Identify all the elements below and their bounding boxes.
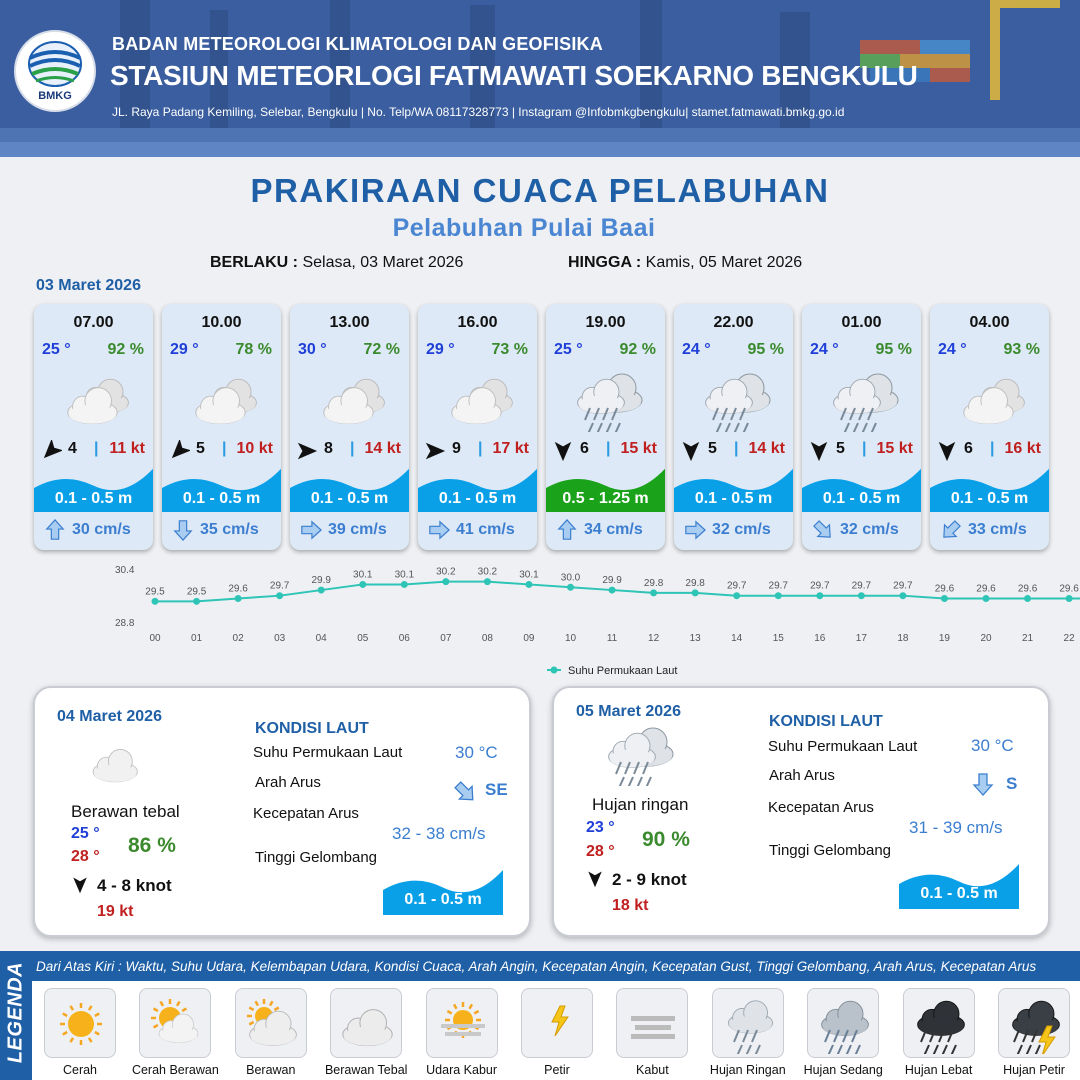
wave-height-value: 0.1 - 0.5 m (404, 891, 482, 908)
petir-icon (528, 994, 588, 1054)
sst-data-label: 29.9 (311, 575, 331, 587)
humidity: 72 % (363, 341, 400, 358)
sst-data-label: 30.1 (519, 569, 539, 581)
sst-value: 30 °C (971, 736, 1014, 755)
separator: | (94, 440, 99, 457)
logo-text: BMKG (38, 90, 72, 102)
header-banner (0, 0, 1080, 157)
x-tick-label: 21 (1021, 633, 1034, 644)
x-tick-label: 08 (481, 633, 493, 644)
sst-label: Suhu Permukaan Laut (768, 738, 918, 755)
gust-speed: 11 kt (109, 440, 145, 457)
x-tick-label: 05 (357, 633, 369, 644)
wind-speed: 6 (580, 440, 589, 457)
y-tick-label: 28.8 (115, 618, 135, 629)
air-temperature: 29 ° (170, 341, 199, 358)
legend-item-hujan-lebat (903, 988, 975, 1058)
legend-label: Berawan (246, 1063, 296, 1077)
current-speed: 35 cm/s (200, 521, 259, 538)
wind-direction-icon (552, 440, 574, 462)
x-tick-label: 10 (564, 633, 577, 644)
x-tick-label: 20 (980, 633, 992, 644)
sst-data-label: 29.7 (726, 580, 747, 592)
forecast-time: 22.00 (713, 314, 754, 331)
wave-height: 0.1 - 0.5 m (182, 490, 261, 507)
gust-speed: 15 kt (620, 440, 657, 457)
legend-label: Cerah Berawan (131, 1063, 219, 1077)
sst-line-chart (110, 560, 1080, 685)
udara-kabur-icon (433, 994, 493, 1054)
separator: | (222, 440, 227, 457)
temp-max: 28 ° (71, 848, 100, 865)
air-temperature: 30 ° (298, 341, 327, 358)
sst-data-label: 30.1 (353, 569, 373, 581)
valid-from (210, 254, 463, 272)
current-direction-icon (971, 772, 995, 796)
wind-direction-icon (808, 440, 830, 462)
legend-item-cerah-berawan (139, 988, 211, 1058)
wind-direction-icon (296, 440, 318, 462)
sst-point (1024, 595, 1031, 602)
sea-condition-heading: KONDISI LAUT (255, 720, 369, 737)
sst-data-label: 29.9 (602, 575, 622, 587)
wave-height: 0.5 - 1.25 m (562, 490, 649, 507)
humidity: 78 % (235, 341, 272, 358)
current-direction-icon (940, 519, 962, 541)
weather-condition: Berawan tebal (71, 802, 180, 821)
legend-item-berawan-tebal (330, 988, 402, 1058)
legend-description: Dari Atas Kiri : Waktu, Suhu Udara, Kelembapan Udara, Kondisi Cuaca, Arah Angin, Kecepatan Angin, Kecepatan Gust, Tinggi Gelombang, Arah Arus, Kecepatan Arus (32, 951, 1080, 981)
legend-label: Hujan Sedang (803, 1063, 883, 1077)
current-speed: 34 cm/s (584, 521, 643, 538)
sst-data-label: 29.6 (1017, 583, 1038, 595)
gust-speed: 16 kt (1004, 440, 1041, 457)
hourly-card (546, 304, 665, 550)
current-direction-value: S (1006, 774, 1018, 793)
x-tick-label: 04 (315, 633, 327, 644)
wave-height: 0.1 - 0.5 m (694, 490, 773, 507)
hourly-card (418, 304, 537, 550)
sst-point (899, 592, 906, 599)
sst-point (276, 592, 283, 599)
wind-direction-icon (936, 440, 958, 462)
berawan-tebal-icon (952, 366, 1032, 432)
sst-data-label: 29.7 (768, 580, 788, 592)
current-direction-label: Arah Arus (255, 774, 321, 791)
gust-speed: 15 kt (876, 440, 913, 457)
sst-point (733, 592, 740, 599)
wind-speed: 5 (708, 440, 717, 457)
forecast-time: 04.00 (969, 314, 1010, 331)
hujan-sedang-icon (814, 994, 874, 1054)
current-direction-icon (44, 519, 66, 541)
sst-data-label: 29.8 (685, 577, 705, 589)
sst-data-label: 29.7 (269, 580, 290, 592)
current-speed: 33 cm/s (968, 521, 1027, 538)
x-tick-label: 14 (731, 633, 743, 644)
current-direction-icon (428, 519, 450, 541)
humidity: 73 % (491, 341, 528, 358)
hujan-ringan-icon (696, 366, 776, 432)
legend-item-petir (521, 988, 593, 1058)
wave-height: 0.1 - 0.5 m (950, 490, 1029, 507)
humidity: 86 % (128, 834, 176, 857)
temp-min: 23 ° (586, 819, 615, 836)
current-speed-value: 32 - 38 cm/s (392, 824, 486, 843)
wave-height: 0.1 - 0.5 m (54, 490, 133, 507)
sst-point (983, 595, 990, 602)
wave-height-label: Tinggi Gelombang (255, 849, 378, 866)
hujan-ringan-icon (824, 366, 904, 432)
air-temperature: 24 ° (810, 341, 839, 358)
gust-speed: 10 kt (236, 440, 273, 457)
page-title: PRAKIRAAN CUACA PELABUHAN (250, 172, 830, 209)
current-speed: 30 cm/s (72, 521, 131, 538)
x-tick-label: 12 (648, 633, 660, 644)
air-temperature: 24 ° (682, 341, 711, 358)
valid-to-value: Kamis, 05 Maret 2026 (645, 254, 803, 271)
wind-speed: 5 (836, 440, 845, 457)
panel-date: 05 Maret 2026 (576, 703, 681, 720)
sst-point (525, 581, 532, 588)
legend-title: LEGENDA (4, 961, 27, 1064)
hourly-card (34, 304, 153, 550)
legend-series-name: Suhu Permukaan Laut (568, 665, 678, 677)
contact-info: JL. Raya Padang Kemiling, Selebar, Bengkulu | No. Telp/WA 08117328773 | Instagram @Infobmkgbengkulu| stamet.fatmawati.bmkg.go.id (112, 105, 845, 119)
wind-direction-icon (680, 440, 702, 462)
forecast-time: 13.00 (329, 314, 370, 331)
current-direction-icon (453, 780, 477, 804)
temp-max: 28 ° (586, 843, 615, 860)
x-tick-label: 16 (814, 633, 826, 644)
sst-point (1066, 595, 1073, 602)
weather-condition: Hujan ringan (592, 795, 689, 814)
forecast-time: 07.00 (73, 314, 114, 331)
day-panel-05-maret (552, 686, 1050, 937)
sst-data-label: 29.7 (851, 580, 872, 592)
hujan-ringan-icon (719, 994, 779, 1054)
legend-item-kabut (616, 988, 688, 1058)
x-tick-label: 06 (398, 633, 410, 644)
hujan-ringan-icon (568, 366, 648, 432)
valid-to (568, 254, 802, 272)
separator: | (350, 440, 355, 457)
temp-min: 25 ° (71, 825, 100, 842)
hujan-ringan-icon (599, 720, 679, 786)
sst-data-label: 29.7 (810, 580, 830, 592)
berawan-tebal-icon (56, 366, 136, 432)
separator: | (990, 440, 995, 457)
kabut-icon (623, 994, 683, 1054)
sst-point (858, 592, 865, 599)
wind-direction-icon (71, 876, 89, 894)
sst-point (359, 581, 366, 588)
current-direction-value: SE (485, 780, 508, 799)
cerah-berawan-icon (146, 994, 206, 1054)
sst-point (650, 589, 657, 596)
x-tick-label: 00 (149, 633, 161, 644)
legend-label: Kabut (636, 1063, 669, 1077)
humidity: 92 % (619, 341, 656, 358)
x-tick-label: 11 (606, 633, 618, 644)
sst-point (816, 592, 823, 599)
humidity: 90 % (642, 828, 690, 851)
valid-from-label: BERLAKU : (210, 254, 298, 271)
sst-data-label: 29.5 (186, 586, 207, 598)
sst-data-label: 30.1 (394, 569, 415, 581)
sst-point (609, 587, 616, 594)
gust-speed: 19 kt (97, 903, 134, 920)
legend-label: Hujan Ringan (709, 1063, 786, 1077)
current-direction-icon (812, 519, 834, 541)
forecast-time: 19.00 (585, 314, 626, 331)
bmkg-logo (14, 30, 96, 112)
legend-label: Cerah (62, 1063, 98, 1077)
wind-direction-icon (168, 440, 190, 462)
air-temperature: 25 ° (42, 341, 71, 358)
wave-height-label: Tinggi Gelombang (769, 842, 892, 859)
sst-data-label: 29.6 (934, 583, 955, 595)
sst-point (692, 589, 699, 596)
valid-to-label: HINGGA : (568, 254, 642, 271)
sst-data-label: 30.2 (477, 566, 498, 578)
humidity: 93 % (1003, 341, 1040, 358)
sst-data-label: 29.7 (893, 580, 913, 592)
hourly-card (802, 304, 921, 550)
separator: | (478, 440, 483, 457)
sst-data-label: 29.6 (228, 583, 248, 595)
separator: | (862, 440, 867, 457)
legend-label: Petir (544, 1063, 570, 1077)
sst-point (567, 584, 574, 591)
sst-data-label: 30.0 (560, 572, 581, 584)
sst-data-label: 29.8 (643, 577, 664, 589)
hourly-card (290, 304, 409, 550)
legend-label: Hujan Petir (1003, 1063, 1065, 1077)
wind-speed-range: 4 - 8 knot (97, 876, 172, 895)
wave-height: 0.1 - 0.5 m (310, 490, 389, 507)
x-tick-label: 19 (938, 633, 951, 644)
wind-speed: 9 (452, 440, 461, 457)
sea-condition-heading: KONDISI LAUT (769, 713, 883, 730)
forecast-time: 10.00 (201, 314, 242, 331)
legend-item-hujan-ringan (712, 988, 784, 1058)
legend-label: Udara Kabur (426, 1063, 498, 1077)
berawan-tebal-icon (312, 366, 392, 432)
x-tick-label: 02 (232, 633, 244, 644)
current-speed-label: Kecepatan Arus (253, 805, 359, 822)
x-tick-label: 17 (855, 633, 867, 644)
wind-direction-icon (424, 440, 446, 462)
sst-point (235, 595, 242, 602)
valid-from-value: Selasa, 03 Maret 2026 (302, 254, 464, 271)
x-tick-label: 18 (897, 633, 909, 644)
wind-speed: 6 (964, 440, 973, 457)
x-tick-label: 07 (440, 633, 452, 644)
forecast-time: 01.00 (841, 314, 882, 331)
sst-point (484, 578, 491, 585)
x-tick-label: 01 (190, 633, 203, 644)
current-speed: 32 cm/s (840, 521, 899, 538)
wind-speed: 5 (196, 440, 205, 457)
berawan-tebal-icon (337, 994, 397, 1054)
gust-speed: 18 kt (612, 897, 649, 914)
legend-label: Hujan Lebat (904, 1063, 973, 1077)
sst-point (941, 595, 948, 602)
sst-data-label: 29.6 (976, 583, 996, 595)
wind-speed: 8 (324, 440, 333, 457)
air-temperature: 25 ° (554, 341, 583, 358)
bmkg-emblem-icon (16, 36, 94, 92)
agency-name: BADAN METEOROLOGI KLIMATOLOGI DAN GEOFISIKA (112, 34, 603, 54)
station-name: STASIUN METEORLOGI FATMAWATI SOEKARNO BENGKULU (110, 60, 918, 91)
x-tick-label: 13 (689, 633, 701, 644)
legend-item-udara-kabur (426, 988, 498, 1058)
hourly-card (162, 304, 281, 550)
sst-label: Suhu Permukaan Laut (253, 744, 403, 761)
hourly-card (674, 304, 793, 550)
current-speed: 32 cm/s (712, 521, 771, 538)
panel-date: 04 Maret 2026 (57, 708, 162, 725)
wind-direction-icon (586, 870, 604, 888)
berawan-tebal-icon (184, 366, 264, 432)
wave-height-value: 0.1 - 0.5 m (920, 885, 998, 902)
current-direction-icon (172, 519, 194, 541)
berawan-tebal-icon (440, 366, 520, 432)
separator: | (606, 440, 611, 457)
day-panel-04-maret (33, 686, 531, 937)
humidity: 92 % (107, 341, 144, 358)
air-temperature: 24 ° (938, 341, 967, 358)
gust-speed: 14 kt (364, 440, 401, 457)
sst-point (775, 592, 782, 599)
current-direction-label: Arah Arus (769, 767, 835, 784)
legend-item-hujan-petir (998, 988, 1070, 1058)
wave-height: 0.1 - 0.5 m (822, 490, 901, 507)
hujan-lebat-icon (910, 994, 970, 1054)
legend-item-cerah (44, 988, 116, 1058)
wind-speed: 4 (68, 440, 77, 457)
air-temperature: 29 ° (426, 341, 455, 358)
current-direction-icon (300, 519, 322, 541)
current-speed: 39 cm/s (328, 521, 387, 538)
x-tick-label: 22 (1063, 633, 1075, 644)
gust-speed: 17 kt (492, 440, 529, 457)
legend (0, 951, 1080, 1080)
page-subtitle: Pelabuhan Pulai Baai (392, 214, 656, 242)
hujan-petir-icon (1005, 994, 1065, 1054)
sst-point (401, 581, 408, 588)
gust-speed: 14 kt (748, 440, 785, 457)
hourly-card (930, 304, 1049, 550)
y-tick-label: 30.4 (115, 565, 135, 576)
current-direction-icon (556, 519, 578, 541)
humidity: 95 % (747, 341, 784, 358)
day1-date: 03 Maret 2026 (36, 277, 141, 294)
current-speed-label: Kecepatan Arus (768, 799, 874, 816)
sst-data-label: 30.2 (436, 566, 456, 578)
cerah-icon (51, 994, 111, 1054)
separator: | (734, 440, 739, 457)
humidity: 95 % (875, 341, 912, 358)
x-tick-label: 09 (523, 633, 535, 644)
x-tick-label: 03 (274, 633, 286, 644)
wind-direction-icon (40, 440, 62, 462)
sst-value: 30 °C (455, 743, 498, 762)
current-speed-value: 31 - 39 cm/s (909, 818, 1003, 837)
sst-point (442, 578, 449, 585)
berawan-tebal-icon (85, 736, 147, 788)
sst-point (318, 587, 325, 594)
legend-sidebar (0, 951, 32, 1080)
legend-item-hujan-sedang (807, 988, 879, 1058)
wind-speed-range: 2 - 9 knot (612, 870, 687, 889)
current-speed: 41 cm/s (456, 521, 515, 538)
forecast-time: 16.00 (457, 314, 498, 331)
legend-label: Berawan Tebal (324, 1063, 408, 1077)
x-tick-label: 15 (772, 633, 784, 644)
berawan-icon (242, 994, 302, 1054)
legend-item-berawan (235, 988, 307, 1058)
wave-height: 0.1 - 0.5 m (438, 490, 517, 507)
sst-point (193, 598, 200, 605)
current-direction-icon (684, 519, 706, 541)
sst-data-label: 29.6 (1059, 583, 1079, 595)
sst-data-label: 29.5 (145, 586, 165, 598)
sst-point (152, 598, 159, 605)
